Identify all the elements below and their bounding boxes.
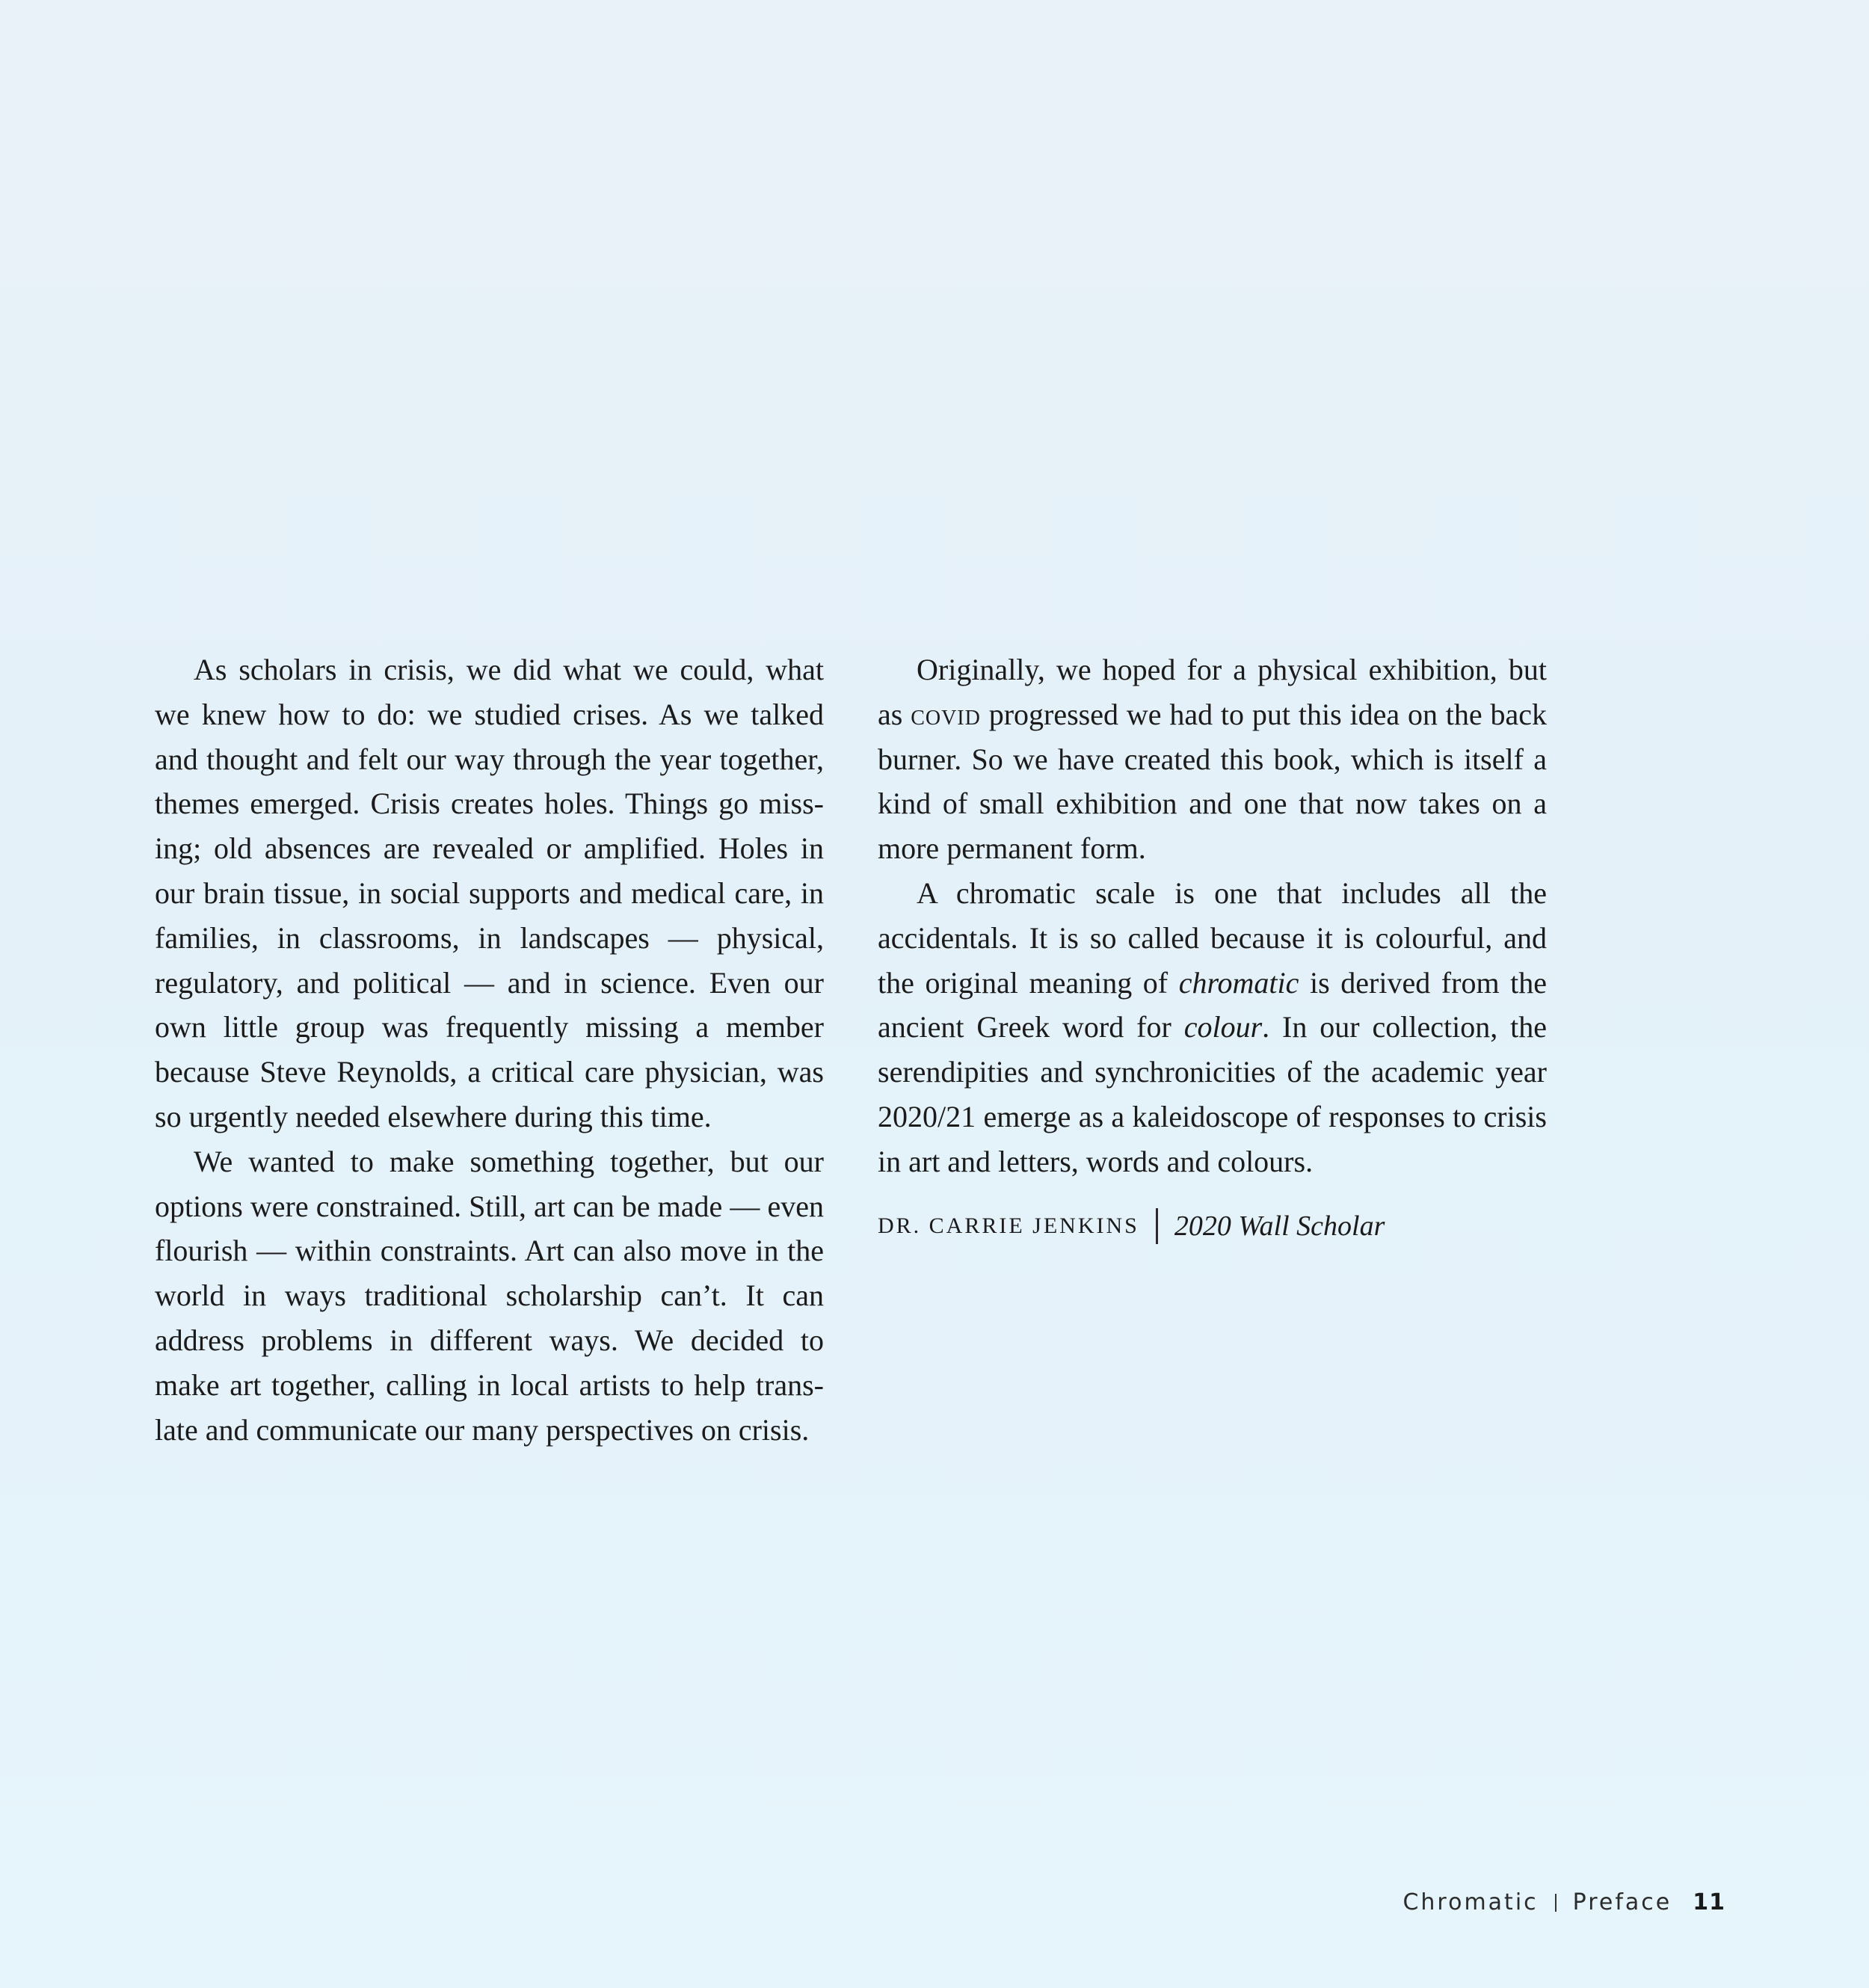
paragraph-make-something-together: We wanted to make something together, but our options were constrained. Still, art can be made — even flourish — within constraints. Art can also move in the world in ways traditional scholarship can’t. It can address problems in different ways. We decided to make art together, calling in local artists to help translate and communicate our many perspectives on crisis. bbox=[155, 1144, 824, 1447]
author-name: DR. CARRIE JENKINS bbox=[878, 1213, 1139, 1238]
chromatic-italic: chromatic bbox=[1178, 965, 1299, 1000]
text-fragment: . In our collection, the serendipities and synchronicities of the academic year 2020/21 emerge as a kaleidoscope of responses to crisis in art and letters, words and colours. bbox=[878, 1010, 1547, 1178]
author-role: 2020 Wall Scholar bbox=[1174, 1210, 1385, 1242]
left-text-column bbox=[155, 647, 824, 1452]
footer-divider bbox=[1555, 1894, 1557, 1912]
running-footer bbox=[1402, 1889, 1725, 1915]
footer-book-title: Chromatic bbox=[1402, 1889, 1539, 1915]
footer-section: Preface bbox=[1572, 1889, 1672, 1915]
text-fragment: is derived from the ancient Greek word for bbox=[878, 965, 1548, 1044]
paragraph-scholars-in-crisis: As scholars in crisis, we did what we could, what we knew how to do: we studied crises. As we talked and thought and felt our way through the year together, themes emerged. Crisis creates holes. Things go missing; old absences are revealed or amplified. Holes in our brain tissue, in social supports and medical care, in families, in classrooms, in landscapes — physical, regulatory, and political — and in science. Even our own little group was frequently missing a member because Steve Reynolds, a critical care physician, was so urgently needed elsewhere during this time. bbox=[155, 653, 824, 1133]
paragraph-chromatic-scale bbox=[878, 871, 1547, 1184]
right-text-column bbox=[878, 647, 1547, 1246]
text-fragment: progressed we had to put this idea on the back burner. So we have created this book, which is itself a kind of small exhibition and one that now takes on a more permanent form. bbox=[878, 697, 1548, 866]
paragraph-physical-exhibition bbox=[878, 647, 1547, 871]
author-signature bbox=[878, 1207, 1547, 1246]
text-fragment: Originally, we hoped for a physical exhibition, but as bbox=[878, 653, 1547, 731]
text-fragment: A chromatic scale is one that includes all the accidentals. It is so called because it is colourful, and the original meaning of bbox=[878, 875, 1547, 1000]
covid-smallcaps: covid bbox=[911, 697, 981, 731]
page-number: 11 bbox=[1693, 1889, 1725, 1915]
colour-italic: colour bbox=[1183, 1010, 1263, 1044]
signature-divider bbox=[1156, 1208, 1158, 1244]
